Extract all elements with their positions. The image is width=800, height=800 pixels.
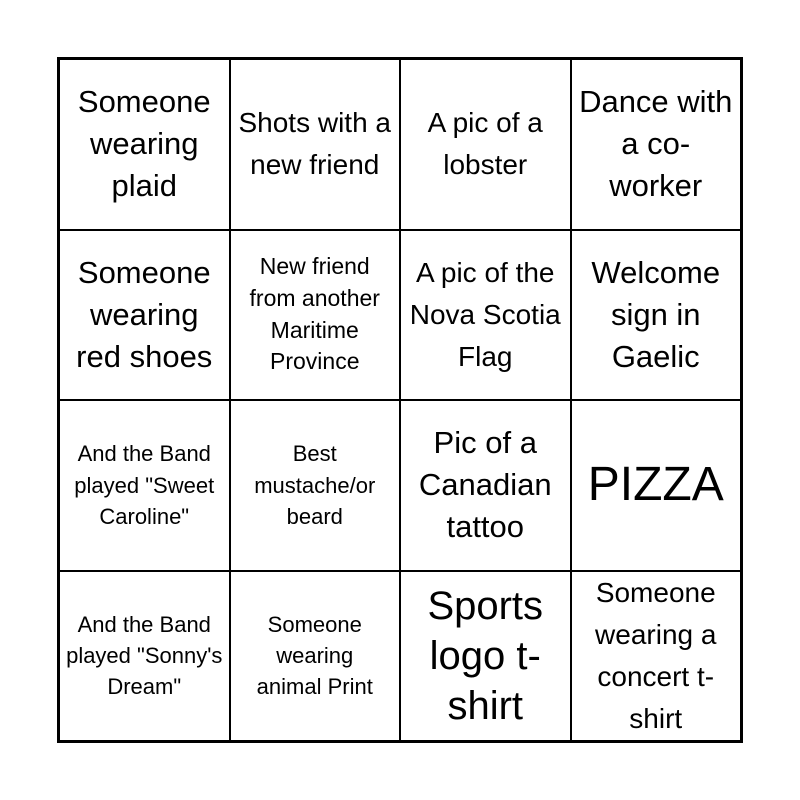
cell-text: Someone wearing plaid [77,84,211,204]
cell-text: Sports logo t-shirt [427,583,544,728]
bingo-cell[interactable] [59,59,230,230]
bingo-cell[interactable] [59,571,230,742]
bingo-cell[interactable] [400,230,571,401]
cell-text: A pic of the Nova Scotia Flag [409,256,561,372]
cell-text: A pic of a lobster [427,107,543,181]
bingo-cell[interactable] [571,59,742,230]
bingo-cell[interactable] [571,230,742,401]
cell-text: Someone wearing a concert t-shirt [595,576,717,734]
bingo-cell[interactable] [230,571,401,742]
bingo-cell[interactable] [400,400,571,571]
bingo-cell[interactable] [230,230,401,401]
bingo-cell[interactable] [59,230,230,401]
bingo-cell[interactable] [230,59,401,230]
cell-text: Best mustache/or beard [254,441,376,529]
bingo-cell[interactable] [230,400,401,571]
cell-text: New friend from another Maritime Province [249,253,380,375]
cell-text: Someone wearing animal Print [256,611,373,700]
cell-text: Dance with a co-worker [579,84,733,204]
cell-text: And the Band played "Sweet Caroline" [74,441,215,529]
cell-text: And the Band played "Sonny's Dream" [66,611,223,700]
cell-text: Pic of a Canadian tattoo [418,425,552,545]
cell-text: PIZZA [587,457,724,511]
cell-text: Welcome sign in Gaelic [591,254,721,374]
bingo-cell[interactable] [59,400,230,571]
bingo-cell[interactable] [400,59,571,230]
bingo-card [57,57,743,743]
bingo-cell[interactable] [400,571,571,742]
cell-text: Someone wearing red shoes [76,254,213,374]
cell-text: Shots with a new friend [238,107,392,181]
bingo-cell[interactable] [571,571,742,742]
bingo-cell[interactable] [571,400,742,571]
